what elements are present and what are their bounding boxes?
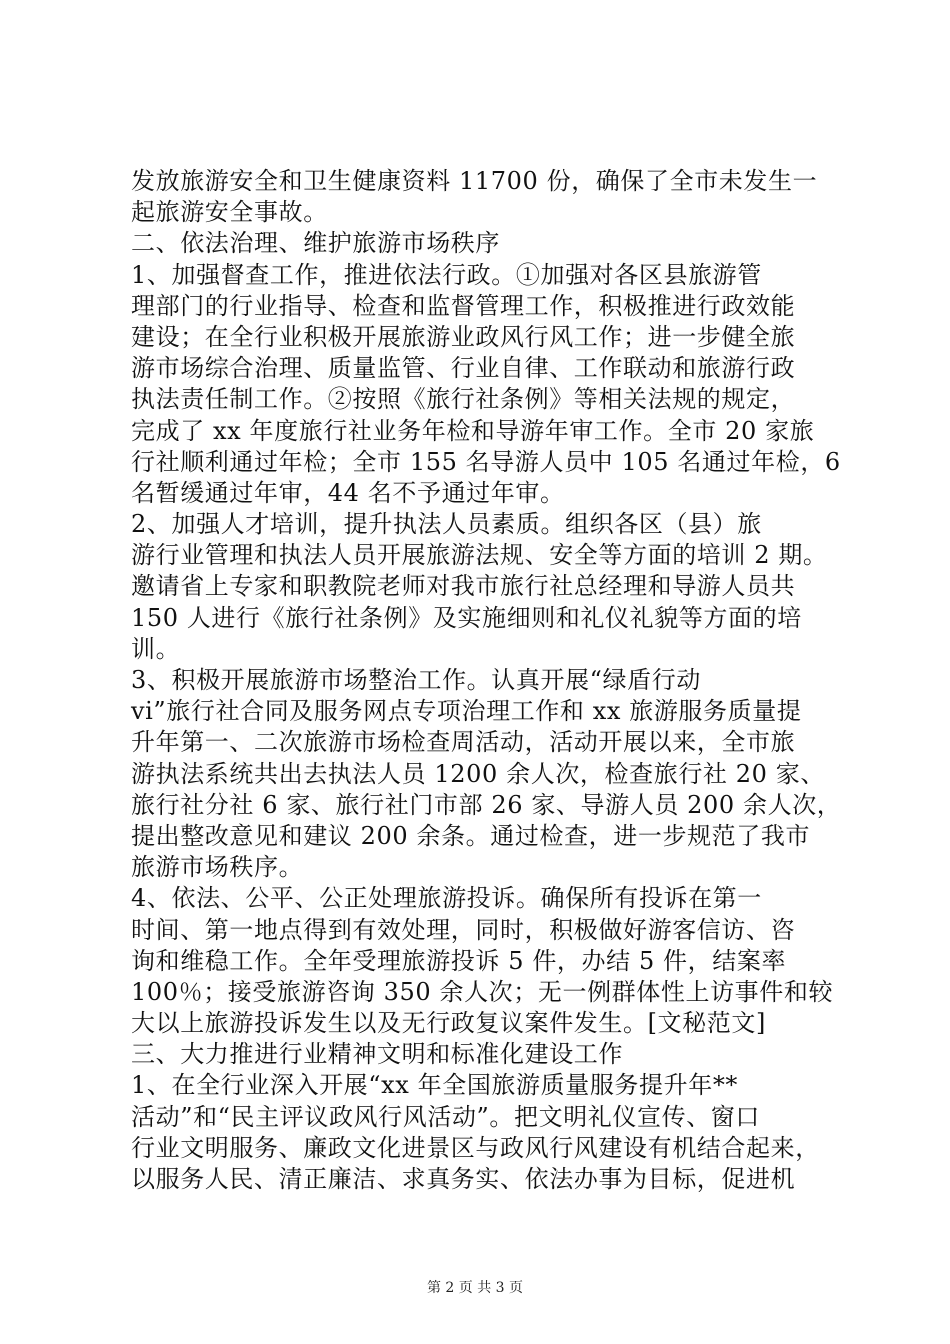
page-footer bbox=[0, 1278, 950, 1298]
text-line: 完成了 xx 年度旅行社业务年检和导游年审工作。全市 20 家旅 bbox=[131, 416, 815, 445]
text-line: 执法责任制工作。②按照《旅行社条例》等相关法规的规定， bbox=[131, 385, 796, 414]
text-line: 游行业管理和执法人员开展旅游法规、安全等方面的培训 2 期。 bbox=[131, 541, 828, 570]
text-line: 理部门的行业指导、检查和监督管理工作，积极推进行政效能 bbox=[131, 291, 796, 320]
text-line: 150 人进行《旅行社条例》及实施细则和礼仪礼貌等方面的培 bbox=[131, 603, 802, 632]
page-number: 第 2 页 共 3 页 bbox=[426, 1280, 524, 1296]
text-line: 时间、第一地点得到有效处理，同时，积极做好游客信访、咨 bbox=[131, 915, 796, 944]
text-line: 2、加强人才培训，提升执法人员素质。组织各区（县）旅 bbox=[131, 510, 762, 539]
text-line: 旅行社分社 6 家、旅行社门市部 26 家、导游人员 200 余人次， bbox=[131, 790, 842, 819]
text-line: 起旅游安全事故。 bbox=[131, 198, 328, 227]
text-line: 1、加强督查工作，推进依法行政。①加强对各区县旅游管 bbox=[131, 260, 762, 289]
text-line: 名暂缓通过年审，44 名不予通过年审。 bbox=[131, 478, 565, 507]
section-heading: 三、大力推进行业精神文明和标准化建设工作 bbox=[131, 1040, 623, 1069]
text-line: 邀请省上专家和职教院老师对我市旅行社总经理和导游人员共 bbox=[131, 572, 796, 601]
text-line: vi”旅行社合同及服务网点专项治理工作和 xx 旅游服务质量提 bbox=[131, 697, 802, 726]
text-line: 建设；在全行业积极开展旅游业政风行风工作；进一步健全旅 bbox=[131, 322, 796, 351]
text-line: 升年第一、二次旅游市场检查周活动，活动开展以来，全市旅 bbox=[131, 728, 796, 757]
text-line: 大以上旅游投诉发生以及无行政复议案件发生。[文秘范文] bbox=[131, 1009, 766, 1038]
text-line: 旅游市场秩序。 bbox=[131, 853, 304, 882]
text-line: 行社顺利通过年检；全市 155 名导游人员中 105 名通过年检，6 bbox=[131, 447, 841, 476]
text-line: 100％；接受旅游咨询 350 余人次；无一例群体性上访事件和较 bbox=[131, 977, 834, 1006]
text-line: 提出整改意见和建议 200 余条。通过检查，进一步规范了我市 bbox=[131, 821, 811, 850]
section-heading: 二、依法治理、维护旅游市场秩序 bbox=[131, 229, 500, 258]
text-line: 游市场综合治理、质量监管、行业自律、工作联动和旅游行政 bbox=[131, 354, 796, 383]
text-line: 以服务人民、清正廉洁、求真务实、依法办事为目标，促进机 bbox=[131, 1165, 796, 1193]
text-line: 游执法系统共出去执法人员 1200 余人次，检查旅行社 20 家、 bbox=[131, 759, 825, 788]
text-line: 训。 bbox=[131, 634, 181, 663]
document-body bbox=[131, 166, 842, 1195]
text-line: 询和维稳工作。全年受理旅游投诉 5 件，办结 5 件，结案率 bbox=[131, 946, 787, 975]
text-line: 行业文明服务、廉政文化进景区与政风行风建设有机结合起来， bbox=[131, 1133, 820, 1162]
text-line: 4、依法、公平、公正处理旅游投诉。确保所有投诉在第一 bbox=[131, 884, 762, 913]
text-line: 活动”和“民主评议政风行风活动”。把文明礼仪宣传、窗口 bbox=[131, 1102, 761, 1131]
text-line: 1、在全行业深入开展“xx 年全国旅游质量服务提升年** bbox=[131, 1071, 739, 1100]
text-line: 发放旅游安全和卫生健康资料 11700 份，确保了全市未发生一 bbox=[131, 167, 818, 195]
text-line: 3、积极开展旅游市场整治工作。认真开展“绿盾行动 bbox=[131, 666, 701, 694]
